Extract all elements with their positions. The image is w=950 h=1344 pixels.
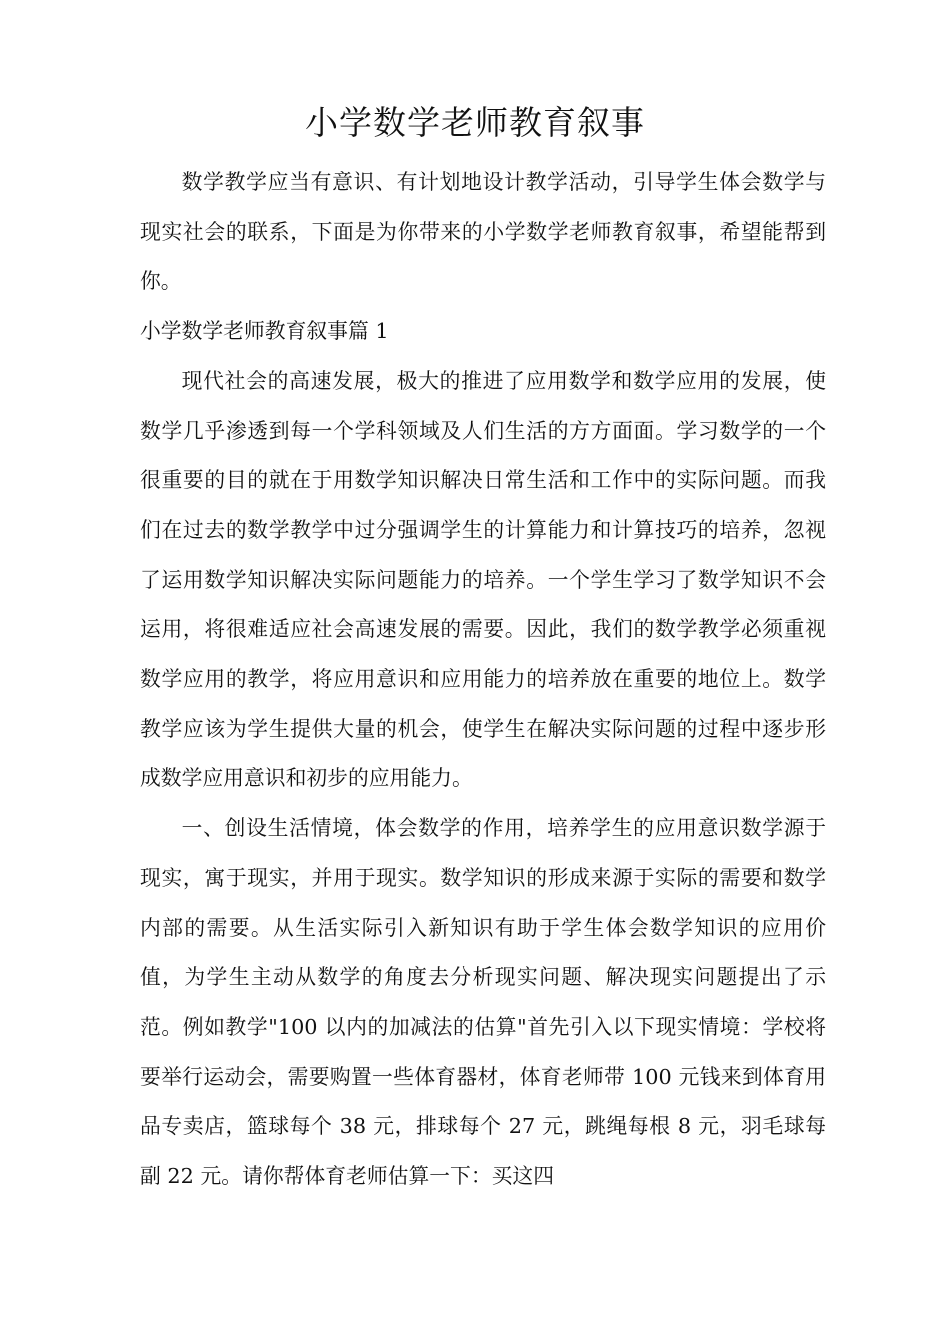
document-title: 小学数学老师教育叙事 (305, 103, 645, 142)
body-paragraph-1: 现代社会的高速发展，极大的推进了应用数学和数学应用的发展，使数学几乎渗透到每一个学科领域及人们生活的方方面面。学习数学的一个很重要的目的就在于用数学知识解决日常生活和工作中的实际问题。而我们在过去的数学教学中过分强调学生的计算能力和计算技巧的培养，忽视了运用数学知识解决实际问题能力的培养。一个学生学习了数学知识不会运用，将很难适应社会高速发展的需要。因此，我们的数学教学必须重视数学应用的教学，将应用意识和应用能力的培养放在重要的地位上。数学教学应该为学生提供大量的机会，使学生在解决实际问题的过程中逐步形成数学应用意识和初步的应用能力。 (140, 368, 826, 791)
section-heading: 小学数学老师教育叙事篇 1 (140, 319, 389, 344)
intro-paragraph: 数学教学应当有意识、有计划地设计教学活动，引导学生体会数学与现实社会的联系，下面是为你带来的小学数学老师教育叙事，希望能帮到你。 (140, 170, 826, 294)
document-body (140, 158, 826, 1202)
body-paragraph-2: 一、创设生活情境，体会数学的作用，培养学生的应用意识数学源于现实，寓于现实，并用于现实。数学知识的形成来源于实际的需要和数学内部的需要。从生活实际引入新知识有助于学生体会数学知识的应用价值，为学生主动从数学的角度去分析现实问题、解决现实问题提出了示范。例如教学"100 以内的加减法的估算"首先引入以下现实情境：学校将要举行运动会，需要购置一些体育器材，体育老师带 100 元钱来到体育用品专卖店，篮球每个 38 元，排球每个 27 元，跳绳每根 8 元，羽毛球每副 22 元。请你帮体育老师估算一下：买这四 (140, 816, 826, 1189)
